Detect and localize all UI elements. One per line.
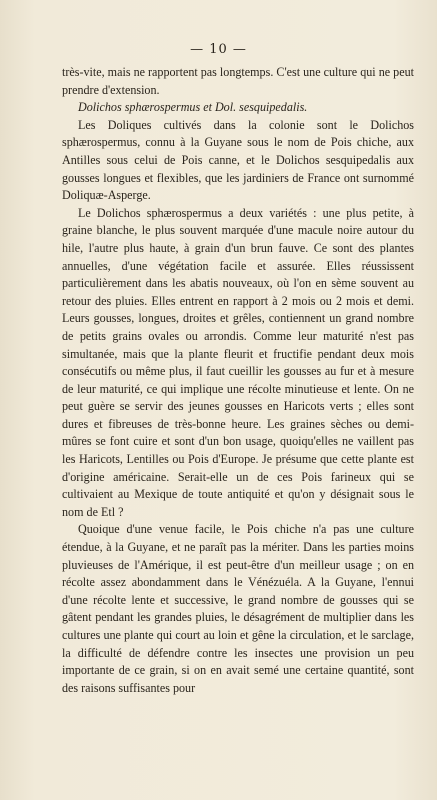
paragraph: Le Dolichos sphærospermus a deux variétés : une plus petite, à graine blanche, le plus souvent marquée d'une macule noire autour du hile, l'autre plus haute, à grain d'un brun fauve. Ce sont des plantes annuelles, d'une végétation facile et assurée. Elles réussissent particulièrement dans les abatis nouveaux, où l'on en sème souvent au retour des pluies. Elles entrent en rapport à 2 mois ou 2 mois et demi. Leurs gousses, longues, droites et grêles, contiennent un grand nombre de petits grains ovales ou arrondis. Comme leur maturité n'est pas simultanée, mais que la plante fleurit et fructifie pendant deux mois consécutifs ou même plus, il faut cueillir les gousses au fur et à mesure de leur maturité, ce qui implique une récolte minutieuse et lente. On ne peut guère se servir des jeunes gousses en Haricots verts ; elles sont dures et fibreuses de très-bonne heure. Les graines sèches ou demi-mûres se font cuire et sont d'un bon usage, quoiqu'elles ne vaillent pas les Haricots, Lentilles ou Pois d'Europe. Je présume que cette plante est d'origine américaine. Serait-elle un de ces Pois farineux qui se cultivaient au Mexique de toute antiquité et qu'on y désignait sous le nom de Etl ? xyxy=(62,205,414,519)
paragraph: Les Doliques cultivés dans la colonie sont le Dolichos sphærospermus, connu à la Guyane sous le nom de Pois chiche, aux Antilles sous celui de Pois canne, et le Dolichos sesquipedalis aux gousses longues et flexibles, que les jardiniers de France ont surnommé Doliquæ-Asperge. xyxy=(62,117,414,203)
section-heading: Dolichos sphærospermus et Dol. sesquipedalis. xyxy=(78,100,308,115)
paragraph: très-vite, mais ne rapportent pas longtemps. C'est une culture qui ne peut prendre d'extension. xyxy=(62,65,414,97)
page-number: — 10 — xyxy=(190,42,247,57)
paragraph: Quoique d'une venue facile, le Pois chiche n'a pas une culture étendue, à la Guyane, et ne paraît pas la mériter. Dans les parties moins pluvieuses de l'Amérique, il est peut-être d'un meilleur usage ; on en récolte assez abondamment dans le Vénézuéla. A la Guyane, l'ennui d'une récolte lente et successive, le grand nombre de gousses qui se gâtent pendant les grandes pluies, le désagrément de multiplier dans les cultures une plante qui court au loin et gêne la circulation, et le sarclage, la difficulté de défendre contre les insectes une provision un peu importante de ce grain, si on en avait semé une certaine quantité, sont des raisons suffisantes pour xyxy=(62,522,414,695)
page-body xyxy=(62,64,414,697)
